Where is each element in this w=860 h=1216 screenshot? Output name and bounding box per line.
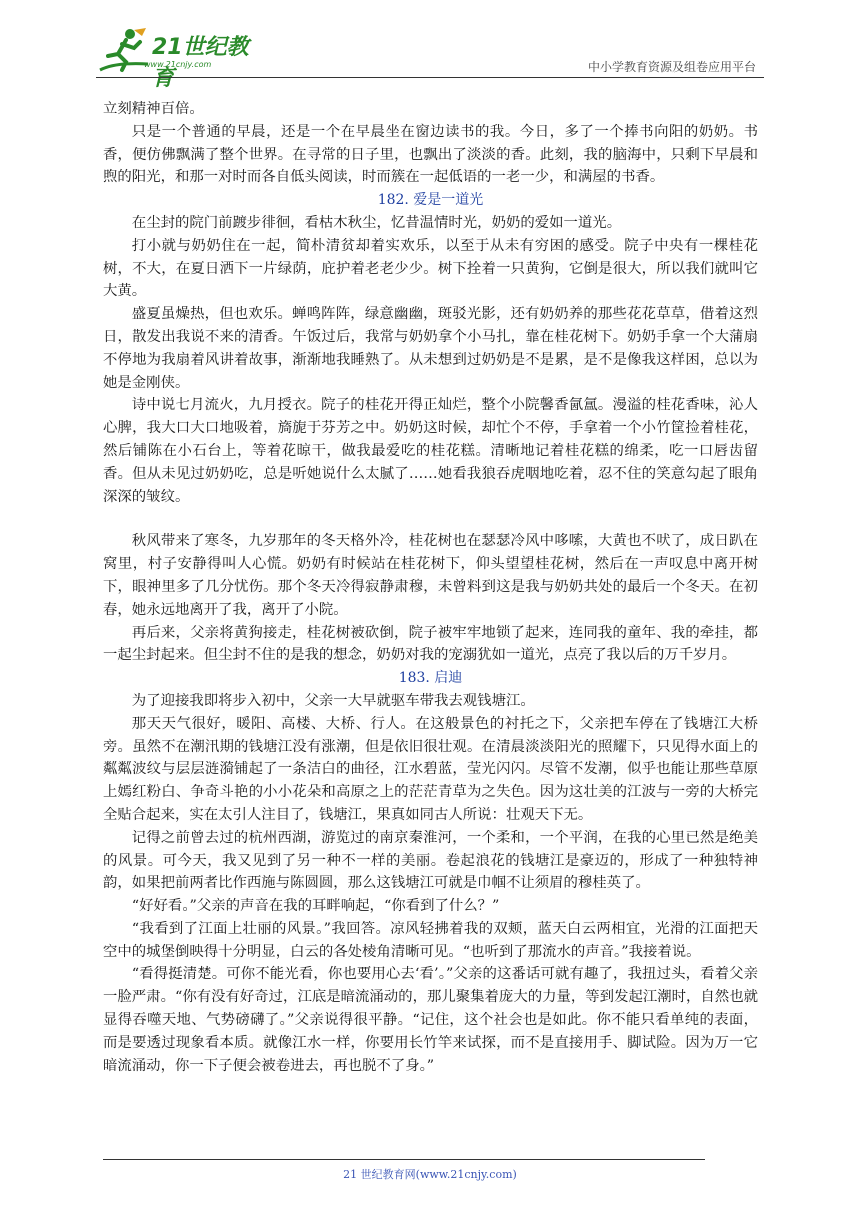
page-header bbox=[96, 26, 764, 91]
paragraph: 在尘封的院门前踱步徘徊，看枯木秋尘，忆昔温情时光，奶奶的爱如一道光。 bbox=[131, 214, 622, 231]
site-logo[interactable] bbox=[96, 26, 266, 91]
section-heading-182: 182. 爱是一道光 bbox=[377, 192, 484, 209]
paragraph: 立刻精神百倍。 bbox=[103, 101, 204, 117]
document-body bbox=[103, 98, 758, 1077]
paragraph: 打小就与奶奶住在一起，简朴清贫却着实欢乐，以至于从未有穷困的感受。院子中央有一棵桂花树，不大，在夏日洒下一片绿荫，庇护着老老少少。树下拴着一只黄狗，它倒是很大，所以我们就叫它大黄。 bbox=[103, 237, 758, 300]
blank-line bbox=[103, 508, 758, 530]
paragraph: 再后来，父亲将黄狗接走，桂花树被砍倒，院子被牢牢地锁了起来，连同我的童年、我的牵挂，都一起尘封起来。但尘封不住的是我的想念，奶奶对我的宠溺犹如一道光，点亮了我以后的万千岁月。 bbox=[103, 624, 758, 664]
logo-text: 21世纪教育 bbox=[152, 35, 249, 91]
paragraph: “好好看。”父亲的声音在我的耳畔响起，“你看到了什么？” bbox=[131, 898, 500, 915]
footer-divider bbox=[103, 1159, 705, 1160]
paragraph: 那天天气很好，暖阳、高楼、大桥、行人。在这般景色的衬托之下，父亲把车停在了钱塘江大桥旁。虽然不在潮汛期的钱塘江没有涨潮，但是依旧很壮观。在清晨淡淡阳光的照耀下，只见得水面上的粼粼波纹与层层涟漪铺起了一条洁白的曲径，江水碧蓝，莹光闪闪。尽管不发潮，似乎也能让那些草原上嫣红粉白、争奇斗艳的小小花朵和高原之上的茫茫青草为之失色。因为这壮美的江波与一旁的大桥完全贴合起来，实在太引人注目了，钱塘江，果真如同古人所说：壮观天下无。 bbox=[103, 715, 758, 823]
platform-name: 中小学教育资源及组卷应用平台 bbox=[587, 60, 756, 74]
paragraph: 记得之前曾去过的杭州西湖，游览过的南京秦淮河，一个柔和，一个平润，在我的心里已然是绝美的风景。可今天，我又见到了另一种不一样的美丽。卷起浪花的钱塘江是豪迈的，形成了一种独特神韵，如果把前两者比作西施与陈圆圆，那么这钱塘江可就是巾帼不让须眉的穆桂英了。 bbox=[103, 829, 758, 892]
paragraph: 秋风带来了寒冬，九岁那年的冬天格外冷，桂花树也在瑟瑟冷风中哆嗦，大黄也不吠了，成日趴在窝里，村子安静得叫人心慌。奶奶有时候站在桂花树下，仰头望望桂花树，然后在一声叹息中离开树下，眼神里多了几分忧伤。那个冬天冷得寂静肃穆，未曾料到这是我与奶奶共处的最后一个冬天。在初春，她永远地离开了我，离开了小院。 bbox=[103, 533, 758, 618]
footer-link[interactable]: 21 世纪教育网(www.21cnjy.com) bbox=[343, 1168, 517, 1181]
logo-url: www.21cnjy.com bbox=[144, 60, 212, 69]
paragraph: “我看到了江面上壮丽的风景。”我回答。凉风轻拂着我的双颊，蓝天白云两相宜，光滑的江面把天空中的城堡倒映得十分明显，白云的各处棱角清晰可见。“也听到了那流水的声音。”我接着说。 bbox=[103, 920, 758, 960]
paragraph: 只是一个普通的早晨，还是一个在早晨坐在窗边读书的我。今日，多了一个捧书向阳的奶奶。书香，便仿佛飘满了整个世界。在寻常的日子里，也飘出了淡淡的香。此刻，我的脑海中，只剩下早晨和煦的阳光，和那一对时而各自低头阅读，时而簇在一起低语的一老一少，和满屋的书香。 bbox=[103, 123, 758, 186]
paragraph: 诗中说七月流火，九月授衣。院子的桂花开得正灿烂，整个小院馨香氤氲。漫溢的桂花香味，沁人心脾，我大口大口地吸着，旖旎于芬芳之中。奶奶这时候，却忙个不停，手拿着一个小竹筐捡着桂花，然后铺陈在小石台上，等着花晾干，做我最爱吃的桂花糕。清晰地记着桂花糕的绵柔，吃一口唇齿留香。但从未见过奶奶吃，总是听她说什么太腻了……她看我狼吞虎咽地吃着，忍不住的笑意勾起了眼角深深的皱纹。 bbox=[103, 397, 758, 505]
section-heading-183: 183. 启迪 bbox=[398, 670, 463, 687]
paragraph: 盛夏虽燥热，但也欢乐。蝉鸣阵阵，绿意幽幽，斑驳光影，还有奶奶养的那些花花草草，借着这烈日，散发出我说不来的清香。午饭过后，我常与奶奶拿个小马扎，靠在桂花树下。奶奶手拿一个大蒲扇不停地为我扇着风讲着故事，渐渐地我睡熟了。从未想到过奶奶是不是累，是不是像我这样困，总以为她是金刚侠。 bbox=[103, 306, 758, 391]
paragraph: 为了迎接我即将步入初中，父亲一大早就驱车带我去观钱塘江。 bbox=[131, 692, 535, 709]
paragraph: “看得挺清楚。可你不能光看，你也要用心去‘看’。”父亲的这番话可就有趣了，我扭过头，看着父亲一脸严肃。“你有没有好奇过，江底是暗流涌动的，那儿聚集着庞大的力量，等到发起江潮时，自然也就显得吞噬天地、气势磅礴了。”父亲说得很平静。“记住，这个社会也是如此。你不能只看单纯的表面，而是要透过现象看本质。就像江水一样，你要用长竹竿来试探，而不是直接用手、脚试险。因为万一它暗流涌动，你一下子便会被卷进去，再也脱不了身。” bbox=[103, 966, 758, 1074]
header-divider bbox=[96, 77, 764, 78]
